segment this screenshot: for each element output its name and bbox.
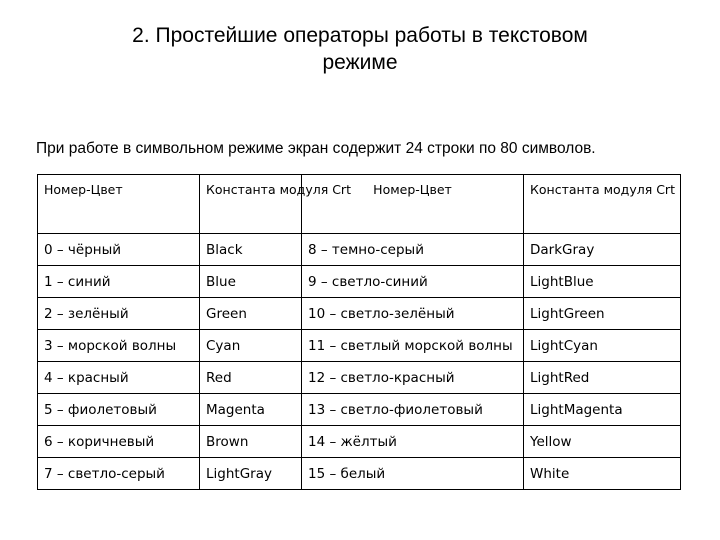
table-row — [38, 426, 681, 458]
color-number-name: 14 – жёлтый — [302, 426, 524, 458]
crt-constant: Magenta — [200, 394, 302, 426]
table-row — [38, 458, 681, 490]
slide-title — [40, 22, 680, 76]
color-number-name: 7 – светло-серый — [38, 458, 200, 490]
color-number-name: 1 – синий — [38, 266, 200, 298]
color-number-name: 2 – зелёный — [38, 298, 200, 330]
table-row — [38, 394, 681, 426]
crt-constant: Black — [200, 234, 302, 266]
color-number-name: 12 – светло-красный — [302, 362, 524, 394]
color-number-name: 11 – светлый морской волны — [302, 330, 524, 362]
crt-constant: Yellow — [524, 426, 681, 458]
header-number-color-1: Номер-Цвет — [38, 175, 200, 234]
crt-constant: LightGray — [200, 458, 302, 490]
crt-constant: Cyan — [200, 330, 302, 362]
color-number-name: 0 – чёрный — [38, 234, 200, 266]
header-number-color-2: Номер-Цвет — [302, 175, 524, 234]
crt-constant: DarkGray — [524, 234, 681, 266]
crt-constant: LightMagenta — [524, 394, 681, 426]
color-number-name: 6 – коричневый — [38, 426, 200, 458]
table-row — [38, 362, 681, 394]
table-row — [38, 330, 681, 362]
crt-constant: Red — [200, 362, 302, 394]
color-number-name: 10 – светло-зелёный — [302, 298, 524, 330]
slide-title-line-2: режиме — [322, 51, 398, 74]
color-number-name: 4 – красный — [38, 362, 200, 394]
table-header-row — [38, 175, 681, 234]
crt-constant: Blue — [200, 266, 302, 298]
crt-constant: White — [524, 458, 681, 490]
color-number-name: 9 – светло-синий — [302, 266, 524, 298]
crt-constant: LightGreen — [524, 298, 681, 330]
color-number-name: 5 – фиолетовый — [38, 394, 200, 426]
color-constants-table — [37, 174, 681, 490]
crt-constant: Green — [200, 298, 302, 330]
table-row — [38, 234, 681, 266]
crt-constant: LightRed — [524, 362, 681, 394]
color-number-name: 3 – морской волны — [38, 330, 200, 362]
crt-constant: Brown — [200, 426, 302, 458]
crt-constant: LightCyan — [524, 330, 681, 362]
slide-title-line-1: 2. Простейшие операторы работы в текстовом — [132, 24, 588, 47]
table-row — [38, 298, 681, 330]
color-number-name: 15 – белый — [302, 458, 524, 490]
header-crt-constant-1: Константа модуля Crt — [200, 175, 302, 234]
table-row — [38, 266, 681, 298]
intro-paragraph: При работе в символьном режиме экран содержит 24 строки по 80 символов. — [36, 140, 596, 157]
header-crt-constant-2: Константа модуля Crt — [524, 175, 681, 234]
color-number-name: 8 – темно-серый — [302, 234, 524, 266]
color-number-name: 13 – светло-фиолетовый — [302, 394, 524, 426]
crt-constant: LightBlue — [524, 266, 681, 298]
